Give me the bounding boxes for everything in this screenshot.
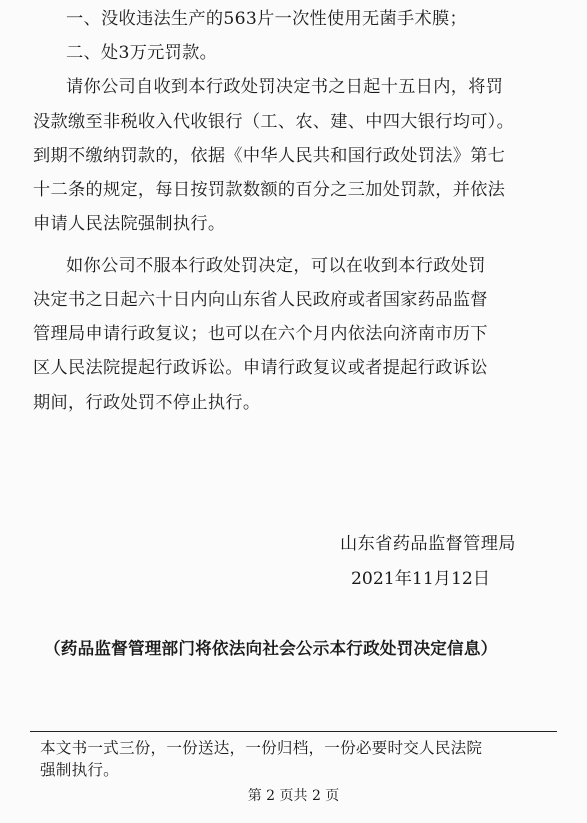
footnote-line: 本文书一式三份，一份送达，一份归档，一份必要时交人民法院 — [40, 739, 483, 757]
public-notice: （药品监督管理部门将依法向社会公示本行政处罚决定信息） — [44, 639, 498, 658]
payment-paragraph-line: 十二条的规定，每日按罚款数额的百分之三加处罚款，并依法 — [33, 180, 506, 200]
appeal-paragraph-line: 区人民法院提起行政诉讼。申请行政复议或者提起行政诉讼 — [33, 358, 488, 378]
footnote-line: 强制执行。 — [40, 761, 119, 779]
payment-paragraph-line: 没款缴至非税收入代收银行（工、农、建、中四大银行均可）。 — [33, 112, 515, 132]
appeal-paragraph-line: 期间，行政处罚不停止执行。 — [33, 393, 261, 413]
page-indicator: 第 2 页共 2 页 — [247, 788, 340, 804]
issue-date: 2021年11月12日 — [351, 569, 491, 589]
payment-paragraph-line: 到期不缴纳罚款的，依据《中华人民共和国行政处罚法》第七 — [33, 146, 506, 166]
payment-paragraph-line: 请你公司自收到本行政处罚决定书之日起十五日内，将罚 — [66, 77, 504, 97]
footnote-divider — [30, 731, 557, 732]
appeal-paragraph-line: 如你公司不服本行政处罚决定，可以在收到本行政处罚 — [66, 256, 486, 276]
penalty-item-1: 一、没收违法生产的563片一次性使用无菌手术膜； — [66, 9, 467, 29]
appeal-paragraph-line: 决定书之日起六十日内向山东省人民政府或者国家药品监督 — [33, 290, 488, 310]
issuer-name: 山东省药品监督管理局 — [340, 534, 516, 554]
payment-paragraph-line: 申请人民法院强制执行。 — [33, 214, 226, 234]
penalty-item-2: 二、处3万元罚款。 — [66, 43, 218, 63]
appeal-paragraph-line: 管理局申请行政复议；也可以在六个月内依法向济南市历下 — [33, 324, 488, 344]
